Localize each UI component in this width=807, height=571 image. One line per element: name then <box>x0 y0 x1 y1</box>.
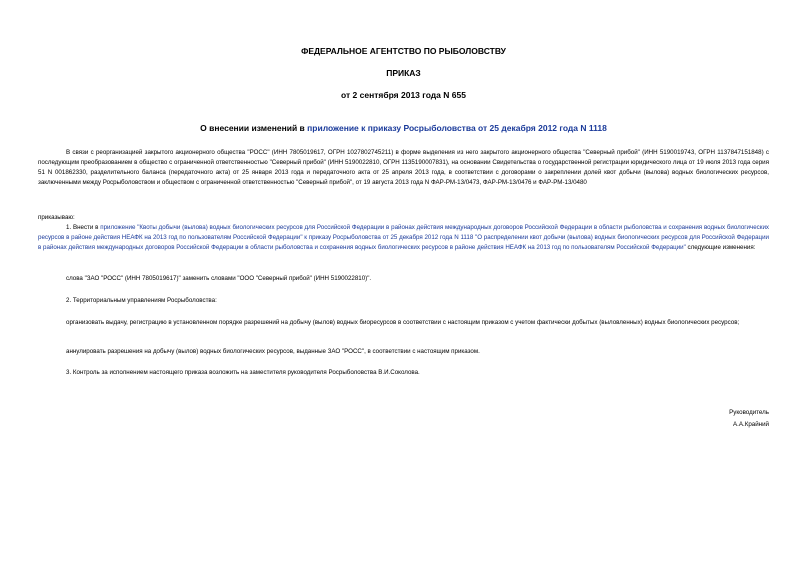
item-1-suffix: следующие изменения: <box>685 244 756 251</box>
signature-position: Руководитель <box>729 409 769 416</box>
order-word: приказываю: <box>38 214 75 221</box>
doc-type-heading: ПРИКАЗ <box>386 68 421 78</box>
item-1-link[interactable]: приложение "Квоты добычи (вылова) водных биологических ресурсов для Российской Федерации в районах действия международных договоров Российской Федерации в области рыболовства и сохранения водных биологических ресурсов в районе действия НЕАФК на 2013 год по пользователям Российской Федерации" к приказу Росрыболовства от 25 декабря 2012 года N 1118 "О распределении квот добычи (вылова) водных биологических ресурсов для Российской Федерации в районах действия международных договоров Российской Федерации в области рыболовства и сохранения водных биологических ресурсов в районе действия НЕАФК на 2013 год по пользователям Российской Федерации" <box>38 224 769 251</box>
replace-text-paragraph: слова "ЗАО "РОСС" (ИНН 7805019617)" заменить словами "ООО "Северный прибой" (ИНН 5190022810)". <box>66 275 372 282</box>
document-title <box>0 123 807 133</box>
signature-name: А.А.Крайний <box>733 421 769 428</box>
item-2b-paragraph: аннулировать разрешения на добычу (вылов) водных биологических ресурсов, выданные ЗАО "РОСС", в соответствии с настоящим приказом. <box>66 348 480 355</box>
item-1-paragraph <box>38 223 769 265</box>
title-link[interactable]: приложение к приказу Росрыболовства от 25 декабря 2012 года N 1118 <box>307 123 607 133</box>
item-3-paragraph: 3. Контроль за исполнением настоящего приказа возложить на заместителя руководителя Росрыболовства В.И.Соколова. <box>66 369 420 376</box>
date-number-heading: от 2 сентября 2013 года N 655 <box>341 90 466 100</box>
item-2a-paragraph: организовать выдачу, регистрацию в установленном порядке разрешений на добычу (вылов) водных биоресурсов в соответствии с настоящим приказом с учетом фактически добытых (выловленных) водных биологических ресурсов; <box>66 319 740 326</box>
preamble-paragraph: В связи с реорганизацией закрытого акционерного общества "РОСС" (ИНН 7805019617, ОГРН 1027802745211) в форме выделения из него закрытого акционерного общества "Северный прибой" (ИНН 5190019743, ОГРН 1137847151848) с последующим преобразованием в общество с ограниченной ответственностью "Северный прибой" (ИНН 5190022810, ОГРН 1135190007831), на основании Свидетельства о государственной регистрации юридического лица от 19 июля 2013 года серия 51 N 001862330, разделительного баланса (передаточного акта) от 25 января 2013 года и передаточного акта от 25 апреля 2013 года, в соответствии с договорами о закреплении долей квот добычи (вылова) водных биологических ресурсов, заключенными между Росрыболовством и обществом с ограниченной ответственностью "Северный прибой", от 19 августа 2013 года N ФАР-РМ-13/0473, ФАР-РМ-13/0476 и ФАР-РМ-13/0480 <box>38 149 769 186</box>
item-2-paragraph: 2. Территориальным управлениям Росрыболовства: <box>66 297 217 304</box>
item-1-prefix: 1. Внести в <box>66 224 101 231</box>
agency-heading: ФЕДЕРАЛЬНОЕ АГЕНТСТВО ПО РЫБОЛОВСТВУ <box>301 46 506 56</box>
title-prefix: О внесении изменений в <box>200 123 308 133</box>
